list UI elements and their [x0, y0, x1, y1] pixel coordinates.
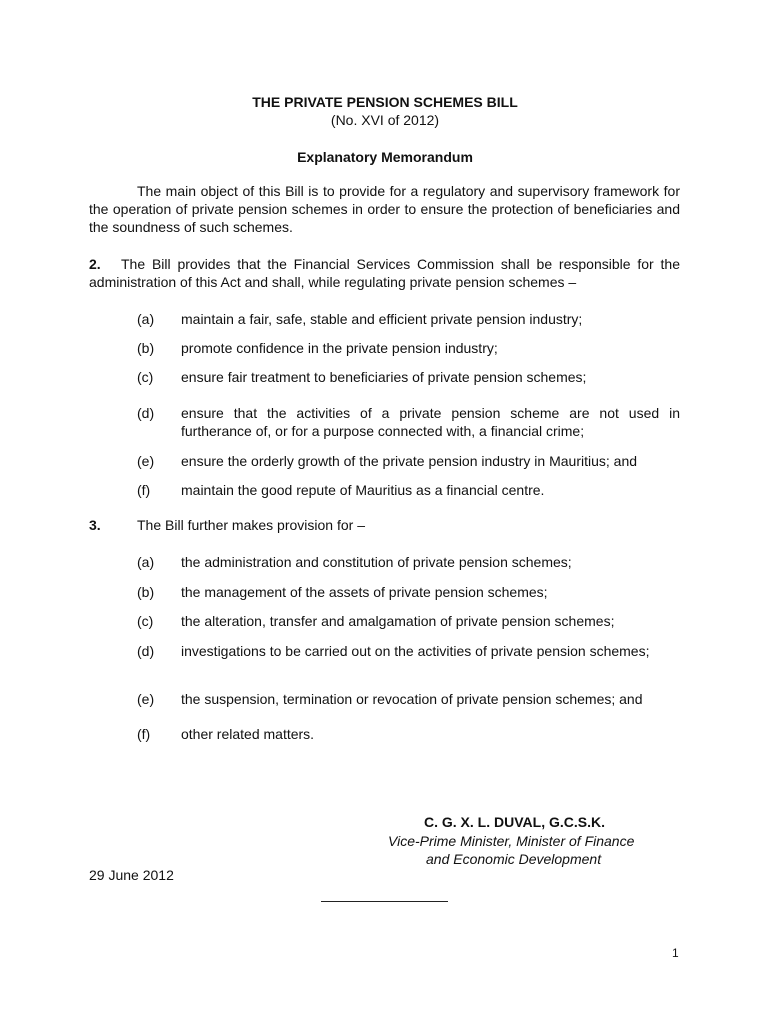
list-item-text: other related matters.: [181, 726, 315, 742]
list-item-text: promote confidence in the private pension industry;: [181, 340, 498, 356]
list-item-label: (a): [137, 311, 155, 327]
list-item-text: the administration and constitution of private pension schemes;: [181, 554, 572, 570]
paragraph-2-text: The Bill provides that the Financial Services Commission shall be responsible for the administration of this Act and shall, while regulating private pension schemes –: [89, 256, 680, 290]
bill-number: (No. XVI of 2012): [330, 112, 440, 128]
memo-heading: Explanatory Memorandum: [297, 149, 473, 165]
list-item-label: (d): [137, 643, 155, 659]
list-item-text: maintain a fair, safe, stable and efficient private pension industry;: [181, 311, 583, 327]
list-item-text: investigations to be carried out on the activities of private pension schemes;: [181, 643, 650, 659]
signatory-title-line2: and Economic Development: [426, 851, 602, 867]
list-item-text: maintain the good repute of Mauritius as a financial centre.: [181, 482, 545, 498]
list-item-label: (d): [137, 405, 155, 421]
paragraph-2-number: 2.: [89, 256, 101, 272]
document-date: 29 June 2012: [89, 867, 174, 883]
list-item-label: (b): [137, 584, 155, 600]
list-item-text: the suspension, termination or revocation of private pension schemes; and: [181, 691, 643, 707]
list-item-label: (f): [137, 726, 151, 742]
list-item-label: (e): [137, 691, 155, 707]
signatory-title-line1: Vice-Prime Minister, Minister of Finance: [388, 833, 635, 849]
paragraph-3-text: The Bill further makes provision for –: [137, 517, 365, 533]
list-item-label: (b): [137, 340, 155, 356]
list-item-label: (c): [137, 369, 154, 385]
list-item-label: (f): [137, 482, 151, 498]
list-item-text: the alteration, transfer and amalgamation of private pension schemes;: [181, 613, 615, 629]
list-item-text: the management of the assets of private pension schemes;: [181, 584, 548, 600]
list-item-text: ensure fair treatment to beneficiaries of private pension schemes;: [181, 369, 587, 385]
paragraph-3-number: 3.: [89, 517, 101, 533]
list-item-text: ensure the orderly growth of the private pension industry in Mauritius; and: [181, 453, 638, 469]
paragraph-1: The main object of this Bill is to provide for a regulatory and supervisory framework for the operation of private pension schemes in order to ensure the protection of beneficiaries and the soundness of such schemes.: [89, 183, 680, 235]
bill-title: THE PRIVATE PENSION SCHEMES BILL: [252, 94, 518, 110]
signatory-name: C. G. X. L. DUVAL, G.C.S.K.: [424, 814, 605, 830]
list-item-text: ensure that the activities of a private pension scheme are not used in furtherance of, or for a purpose connected with, a financial crime;: [181, 405, 680, 439]
page-number: 1: [672, 946, 679, 960]
list-item-label: (c): [137, 613, 154, 629]
list-item-label: (e): [137, 453, 155, 469]
list-item-label: (a): [137, 554, 155, 570]
separator-line: [321, 901, 448, 902]
